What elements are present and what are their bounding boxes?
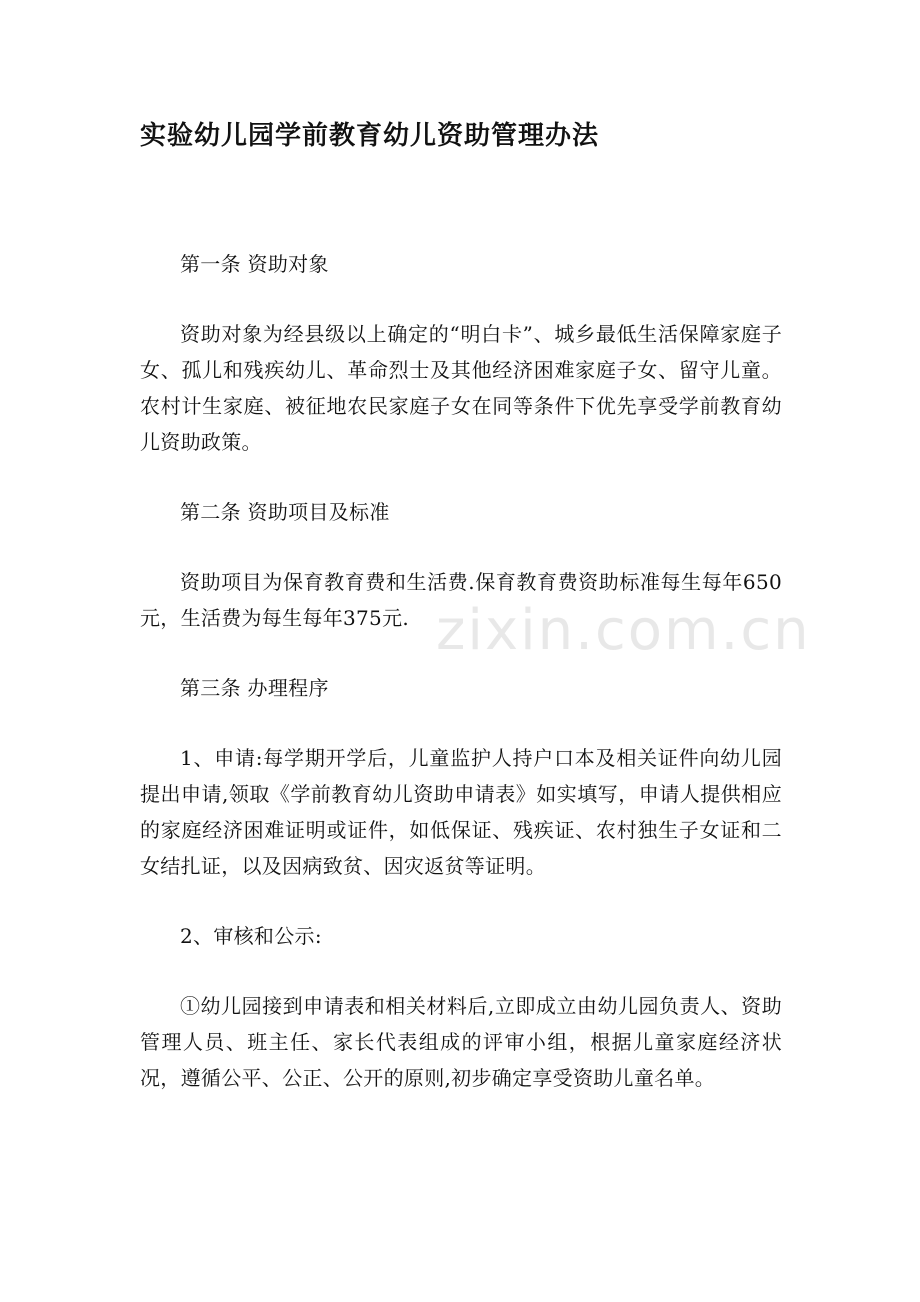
article-1-heading: 第一条 资助对象 [180, 252, 329, 276]
watermark-text: zixin.com.cn [436, 598, 811, 663]
article-3-heading: 第三条 办理程序 [180, 676, 329, 700]
article-2-text: 资助项目为保育教育费和生活费.保育教育费资助标准每生每年650元，生活费为每生每年375元. [140, 570, 782, 630]
procedure-step-1: 1、申请:每学期开学后，儿童监护人持户口本及相关证件向幼儿园提出申请,领取《学前教育幼儿资助申请表》如实填写，申请人提供相应的家庭经济困难证明或证件，如低保证、残疾证、农村独生子女证和二女结扎证，以及因病致贫、因灾返贫等证明。 [140, 746, 782, 878]
article-1-text: 资助对象为经县级以上确定的“明白卡”、城乡最低生活保障家庭子女、孤儿和残疾幼儿、革命烈士及其他经济困难家庭子女、留守儿童。农村计生家庭、被征地农民家庭子女在同等条件下优先享受学前教育幼儿资助政策。 [140, 322, 782, 454]
article-2-heading: 第二条 资助项目及标准 [180, 500, 390, 524]
document-title: 实验幼儿园学前教育幼儿资助管理办法 [140, 121, 600, 151]
procedure-step-2-item-1: ①幼儿园接到申请表和相关材料后,立即成立由幼儿园负责人、资助管理人员、班主任、家长代表组成的评审小组，根据儿童家庭经济状况，遵循公平、公正、公开的原则,初步确定享受资助儿童名单。 [140, 994, 782, 1090]
procedure-step-2-heading: 2、审核和公示: [180, 924, 322, 948]
document-body [140, 246, 782, 1096]
